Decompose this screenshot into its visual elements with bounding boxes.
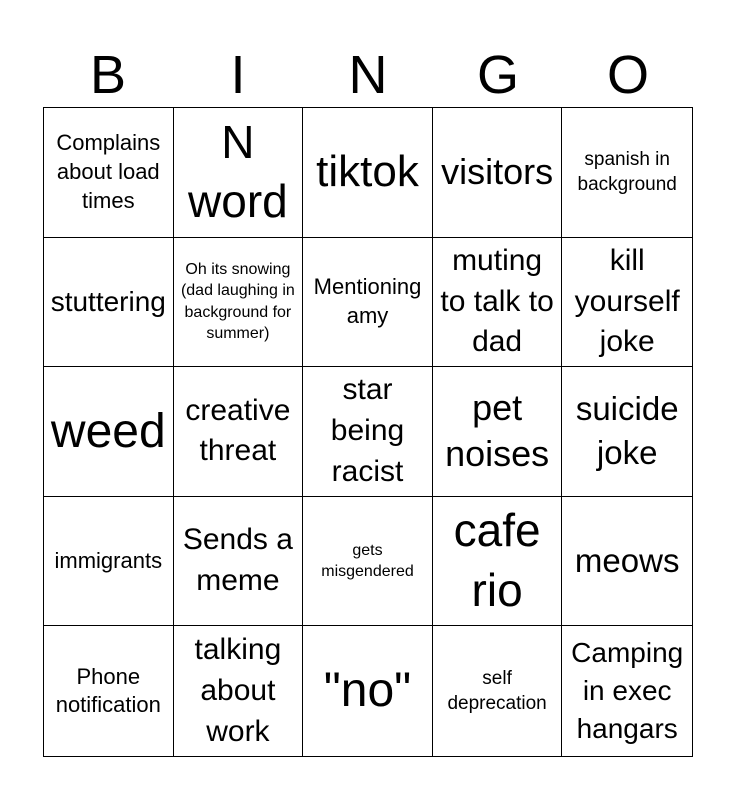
cell-text: talking about work [194, 633, 282, 748]
bingo-cell-r2c1[interactable] [44, 238, 174, 368]
bingo-cell-r5c3[interactable] [303, 626, 433, 756]
bingo-cell-r3c5[interactable] [562, 367, 692, 497]
cell-text: "no" [323, 664, 412, 718]
header-letter-n: N [348, 45, 388, 105]
cell-text: cafe rio [453, 504, 541, 617]
cell-text: creative threat [185, 393, 291, 468]
cell-text: suicide joke [575, 389, 679, 472]
bingo-cell-r3c3[interactable] [303, 367, 433, 497]
bingo-cell-r5c4[interactable] [433, 626, 563, 756]
bingo-cell-r5c2[interactable] [174, 626, 304, 756]
header-letter-i: I [230, 45, 246, 105]
cell-text: Oh its snowing (dad laughing in background for summer) [180, 260, 295, 343]
bingo-cell-r4c4[interactable] [433, 497, 563, 627]
bingo-cell-r4c5[interactable] [562, 497, 692, 627]
bingo-cell-r2c3[interactable] [303, 238, 433, 368]
header-letter-b: B [89, 45, 127, 105]
cell-text: spanish in background [577, 148, 677, 196]
bingo-cell-r1c5[interactable] [562, 108, 692, 238]
bingo-cell-r4c1[interactable] [44, 497, 174, 627]
cell-text: Camping in exec hangars [571, 637, 684, 745]
bingo-cell-r1c1[interactable] [44, 108, 174, 238]
cell-text: Phone notification [55, 663, 161, 718]
cell-text: stuttering [50, 285, 166, 317]
bingo-cell-r2c4[interactable] [433, 238, 563, 368]
bingo-header [43, 45, 693, 105]
cell-text: star being racist [330, 373, 405, 488]
bingo-cell-r4c3[interactable] [303, 497, 433, 627]
bingo-cell-r3c1[interactable] [44, 367, 174, 497]
cell-text: Complains about load times [56, 130, 161, 213]
cell-text: pet noises [445, 386, 550, 475]
bingo-cell-r5c5[interactable] [562, 626, 692, 756]
cell-text: meows [574, 541, 680, 579]
cell-text: gets misgendered [321, 541, 414, 581]
cell-text: muting to talk to dad [440, 243, 554, 359]
bingo-board [43, 107, 693, 757]
bingo-cell-r5c1[interactable] [44, 626, 174, 756]
bingo-cell-r1c2[interactable] [174, 108, 304, 238]
bingo-cell-r4c2[interactable] [174, 497, 304, 627]
cell-text: Mentioning amy [313, 274, 422, 328]
cell-text: kill yourself joke [574, 243, 680, 359]
cell-text: self deprecation [447, 667, 547, 715]
cell-text: tiktok [316, 147, 419, 196]
bingo-cell-r3c4[interactable] [433, 367, 563, 497]
bingo-cell-r3c2[interactable] [174, 367, 304, 497]
bingo-cell-r1c3[interactable] [303, 108, 433, 238]
cell-text: visitors [441, 150, 554, 192]
bingo-cell-r1c4[interactable] [433, 108, 563, 238]
bingo-cell-r2c5[interactable] [562, 238, 692, 368]
cell-text: Sends a meme [182, 523, 293, 598]
header-letter-g: G [476, 45, 519, 105]
cell-text: N word [188, 115, 288, 228]
cell-text: immigrants [54, 547, 163, 573]
header-letter-o: O [606, 45, 649, 105]
cell-text: weed [50, 404, 166, 458]
bingo-cell-r2c2[interactable] [174, 238, 304, 368]
